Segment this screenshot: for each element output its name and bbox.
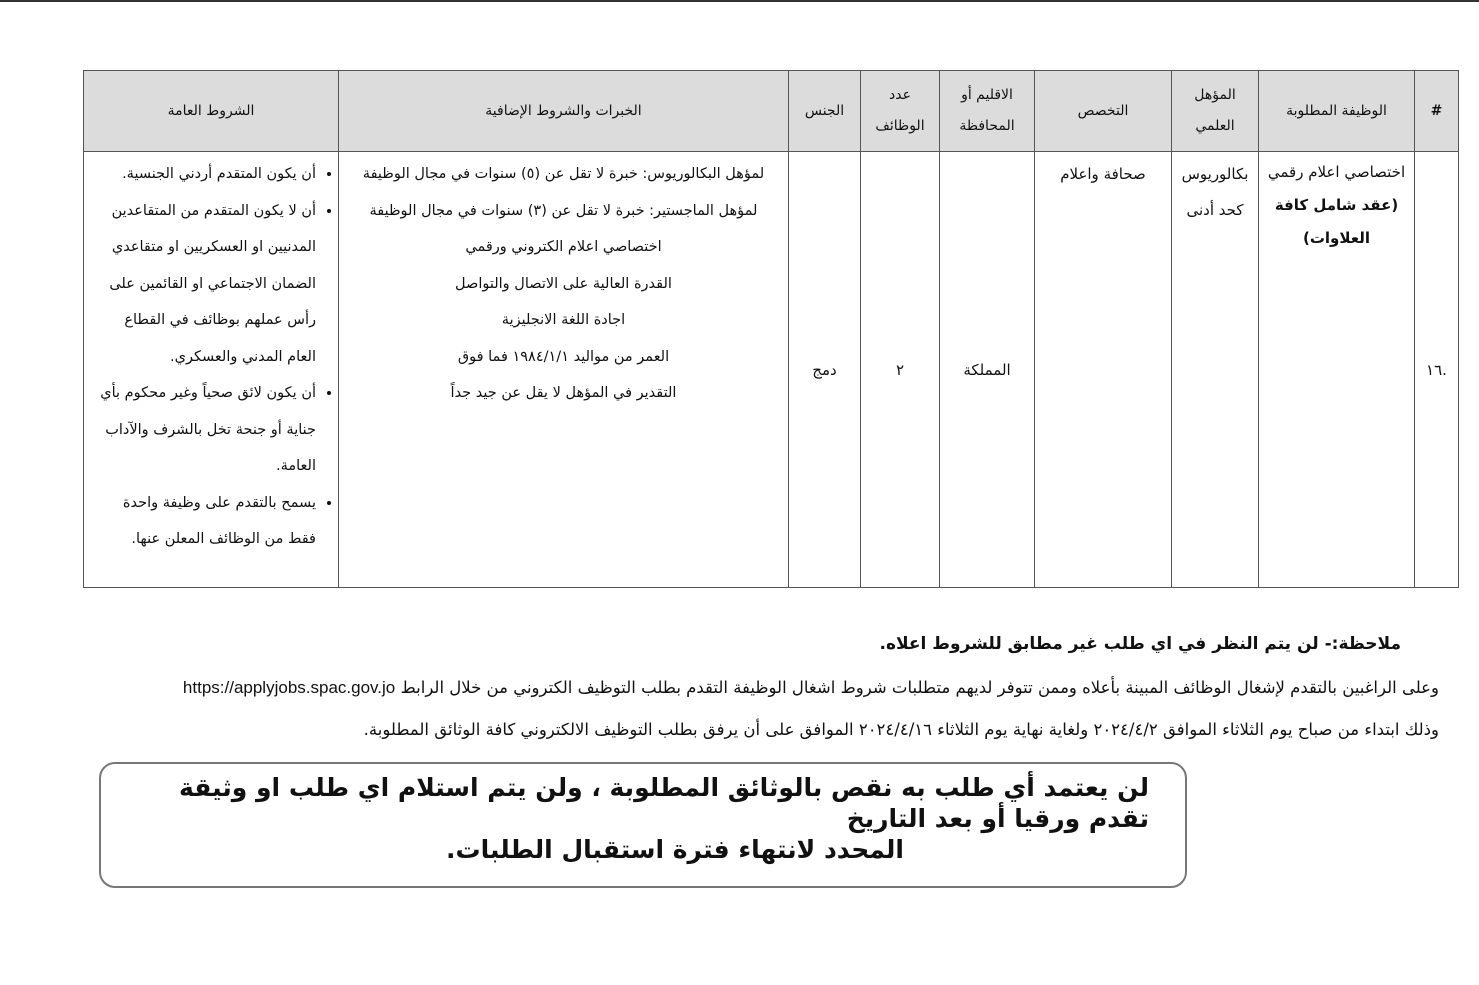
header-job: الوظيفة المطلوبة — [1259, 71, 1415, 152]
experience-item: اختصاصي اعلام الكتروني ورقمي — [465, 239, 662, 255]
header-region: الاقليم أو المحافظة — [940, 71, 1035, 152]
header-qualification: المؤهل العلمي — [1172, 71, 1259, 152]
experience-cell — [339, 152, 789, 588]
warning-line-2: المحدد لانتهاء فترة استقبال الطلبات. — [446, 835, 904, 864]
table-header-row — [84, 71, 1459, 152]
general-conditions-list — [84, 156, 338, 558]
warning-box — [99, 762, 1187, 888]
condition-item: • أن يكون لائق صحياً وغير محكوم بأي جناية أو جنحة تخل بالشرف والآداب العامة. — [96, 375, 316, 485]
experience-item: لمؤهل البكالوريوس: خبرة لا تقل عن (٥) سنوات في مجال الوظيفة — [362, 166, 765, 182]
experience-item: القدرة العالية على الاتصال والتواصل — [455, 275, 672, 292]
condition-item: • أن لا يكون المتقدم من المتقاعدين المدنيين او العسكريين او متقاعدي الضمان الاجتماعي او القائمين على رأس عملهم بوظائف في القطاع العام المدني والعسكري. — [96, 193, 316, 376]
row-number: .١٦ — [1415, 152, 1459, 588]
apply-link[interactable]: https://applyjobs.spac.gov.jo — [182, 678, 396, 697]
qualification-cell — [1172, 152, 1259, 588]
job-contract-note-2: العلاوات) — [1302, 229, 1371, 247]
jobs-table — [83, 70, 1459, 588]
count-cell: ٢ — [861, 152, 940, 588]
warning-line-1: لن يعتمد أي طلب به نقص بالوثائق المطلوبة ، ولن يتم استلام اي طلب او وثيقة تقدم ورقيا أو بعد التاريخ — [179, 773, 1149, 833]
header-general-conditions: الشروط العامة — [84, 71, 339, 152]
experience-item: العمر من مواليد ١٩٨٤/١/١ فما فوق — [457, 348, 670, 365]
job-title: اختصاصي اعلام رقمي — [1267, 163, 1406, 181]
specialization-cell: صحافة واعلام — [1035, 152, 1172, 588]
general-conditions-cell — [84, 152, 339, 588]
qualification-degree: بكالوريوس — [1181, 165, 1249, 183]
header-number: # — [1415, 71, 1459, 152]
header-gender: الجنس — [789, 71, 861, 152]
application-instructions — [183, 678, 1439, 698]
header-experience: الخبرات والشروط الإضافية — [339, 71, 789, 152]
experience-item: اجادة اللغة الانجليزية — [501, 312, 626, 328]
application-dates: وذلك ابتداء من صباح يوم الثلاثاء الموافق ٢٠٢٤/٤/٢ ولغاية نهاية يوم الثلاثاء ٢٠٢٤/٤/١٦ الموافق على أن يرفق بطلب التوظيف الالكتروني كافة الوثائق المطلوبة. — [363, 720, 1439, 739]
header-specialization: التخصص — [1035, 71, 1172, 152]
job-title-cell — [1259, 152, 1415, 588]
experience-item: لمؤهل الماجستير: خبرة لا تقل عن (٣) سنوات في مجال الوظيفة — [369, 202, 758, 219]
instructions-text: وعلى الراغبين بالتقدم لإشغال الوظائف المبينة بأعلاه وممن تتوفر لديهم متطلبات شروط اشغال الوظيفة التقدم بطلب التوظيف الكتروني من خلال الرابط — [400, 678, 1439, 697]
header-count: عدد الوظائف — [861, 71, 940, 152]
qualification-minimum: كحد أدنى — [1186, 201, 1244, 219]
condition-item: • أن يكون المتقدم أردني الجنسية. — [96, 156, 316, 193]
top-border-line — [0, 0, 1479, 2]
experience-item: التقدير في المؤهل لا يقل عن جيد جداً — [450, 385, 677, 401]
condition-item: • يسمح بالتقدم على وظيفة واحدة فقط من الوظائف المعلن عنها. — [96, 485, 316, 558]
table-row — [84, 152, 1459, 588]
gender-cell: دمج — [789, 152, 861, 588]
note-text: ملاحظة:- لن يتم النظر في اي طلب غير مطابق للشروط اعلاه. — [879, 634, 1401, 654]
region-cell: المملكة — [940, 152, 1035, 588]
job-contract-note-1: (عقد شامل كافة — [1274, 196, 1399, 214]
